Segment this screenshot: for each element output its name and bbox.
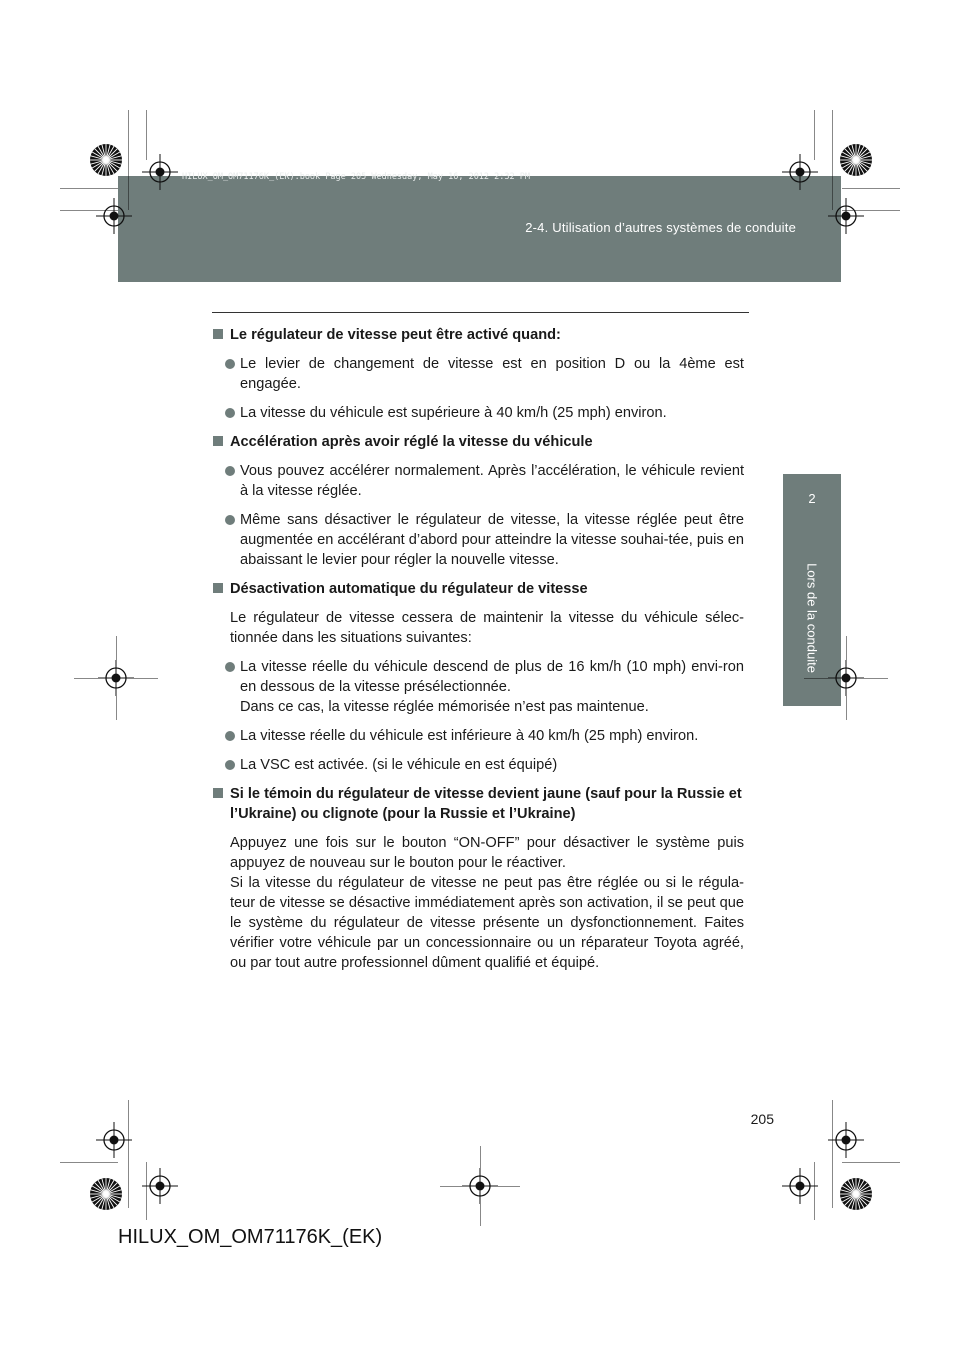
section-header-title: 2-4. Utilisation d’autres systèmes de conduite [525, 220, 796, 235]
trim-line [842, 1162, 900, 1163]
book-print-line: HILUX_OM_OM71176K_(EK).book Page 205 Wednesday, May 16, 2012 2:32 PM [182, 172, 530, 182]
starburst-mark-icon [838, 142, 874, 178]
trim-line [60, 210, 118, 211]
list-item: La vitesse réelle du véhicule descend de plus de 16 km/h (10 mph) envi-ron en dessous de la vitesse présélectionnée. Dans ce cas, la vitesse réglée mémorisée n’est pas maintenue. [212, 657, 744, 717]
round-bullet-icon [225, 662, 235, 672]
square-bullet-icon [213, 436, 223, 446]
list-item: La vitesse réelle du véhicule est inférieure à 40 km/h (25 mph) environ. [212, 726, 744, 746]
bullet-note: Dans ce cas, la vitesse réglée mémorisée n’est pas maintenue. [240, 699, 649, 715]
trim-line [814, 1162, 815, 1220]
paragraph: Appuyez une fois sur le bouton “ON-OFF” pour désactiver le système puis appuyez de nouveau sur le bouton pour le réactiver. Si la vitesse du régulateur de vitesse ne peut pas être réglée ou si le régula-teur de vitesse se désactive immédiatement après son activation, il se peut que le système du régulateur de vitesse présente un dysfonctionnement. Faites vérifier votre véhicule par un concessionnaire ou un réparateur Toyota agréé, ou par tout autre professionnel dûment qualifié et équipé. [230, 835, 744, 971]
trim-line [814, 110, 815, 160]
square-bullet-icon [213, 788, 223, 798]
round-bullet-icon [225, 731, 235, 741]
trim-line [804, 678, 888, 679]
list-item: Vous pouvez accélérer normalement. Après l’accélération, le véhicule revient à la vitesse réglée. [212, 461, 744, 501]
trim-line [832, 1100, 833, 1208]
section-heading: Si le témoin du régulateur de vitesse devient jaune (sauf pour la Russie et l’Ukraine) ou clignote (pour la Russie et l’Ukraine) [212, 784, 744, 824]
paragraph: Le régulateur de vitesse cessera de maintenir la vitesse du véhicule sélec-tionnée dans les situations suivantes: [230, 610, 744, 646]
list-item: La vitesse du véhicule est supérieure à 40 km/h (25 mph) environ. [212, 403, 744, 423]
round-bullet-icon [225, 760, 235, 770]
trim-line [128, 110, 129, 210]
list-item: Même sans désactiver le régulateur de vitesse, la vitesse réglée peut être augmentée en accélérant d’abord pour atteindre la vitesse souhai-tée, puis en abaissant le levier pour régler la nouvelle vitesse. [212, 510, 744, 570]
list-item: Le levier de changement de vitesse est en position D ou la 4ème est engagée. [212, 354, 744, 394]
starburst-mark-icon [838, 1176, 874, 1212]
round-bullet-icon [225, 466, 235, 476]
trim-line [832, 110, 833, 210]
list-item: La VSC est activée. (si le véhicule en est équipé) [212, 755, 744, 775]
chapter-label [800, 548, 824, 688]
trim-line [842, 210, 900, 211]
section-heading: Désactivation automatique du régulateur de vitesse [212, 579, 744, 599]
trim-line [74, 678, 158, 679]
round-bullet-icon [225, 408, 235, 418]
square-bullet-icon [213, 329, 223, 339]
top-rule [212, 312, 749, 313]
chapter-label-text: Lors de la conduite [804, 563, 820, 673]
trim-line [128, 1100, 129, 1208]
section-heading: Le régulateur de vitesse peut être activé quand: [212, 325, 744, 345]
trim-line [440, 1186, 520, 1187]
page-number: 205 [750, 1111, 774, 1127]
trim-line [60, 1162, 118, 1163]
document-code: HILUX_OM_OM71176K_(EK) [118, 1226, 383, 1248]
round-bullet-icon [225, 515, 235, 525]
trim-line [60, 188, 118, 189]
trim-line [842, 188, 900, 189]
square-bullet-icon [213, 583, 223, 593]
chapter-number: 2 [808, 491, 816, 506]
round-bullet-icon [225, 359, 235, 369]
trim-line [146, 110, 147, 160]
starburst-mark-icon [88, 142, 124, 178]
starburst-mark-icon [88, 1176, 124, 1212]
trim-line [146, 1162, 147, 1220]
page-content [212, 325, 744, 982]
section-heading: Accélération après avoir réglé la vitesse du véhicule [212, 432, 744, 452]
